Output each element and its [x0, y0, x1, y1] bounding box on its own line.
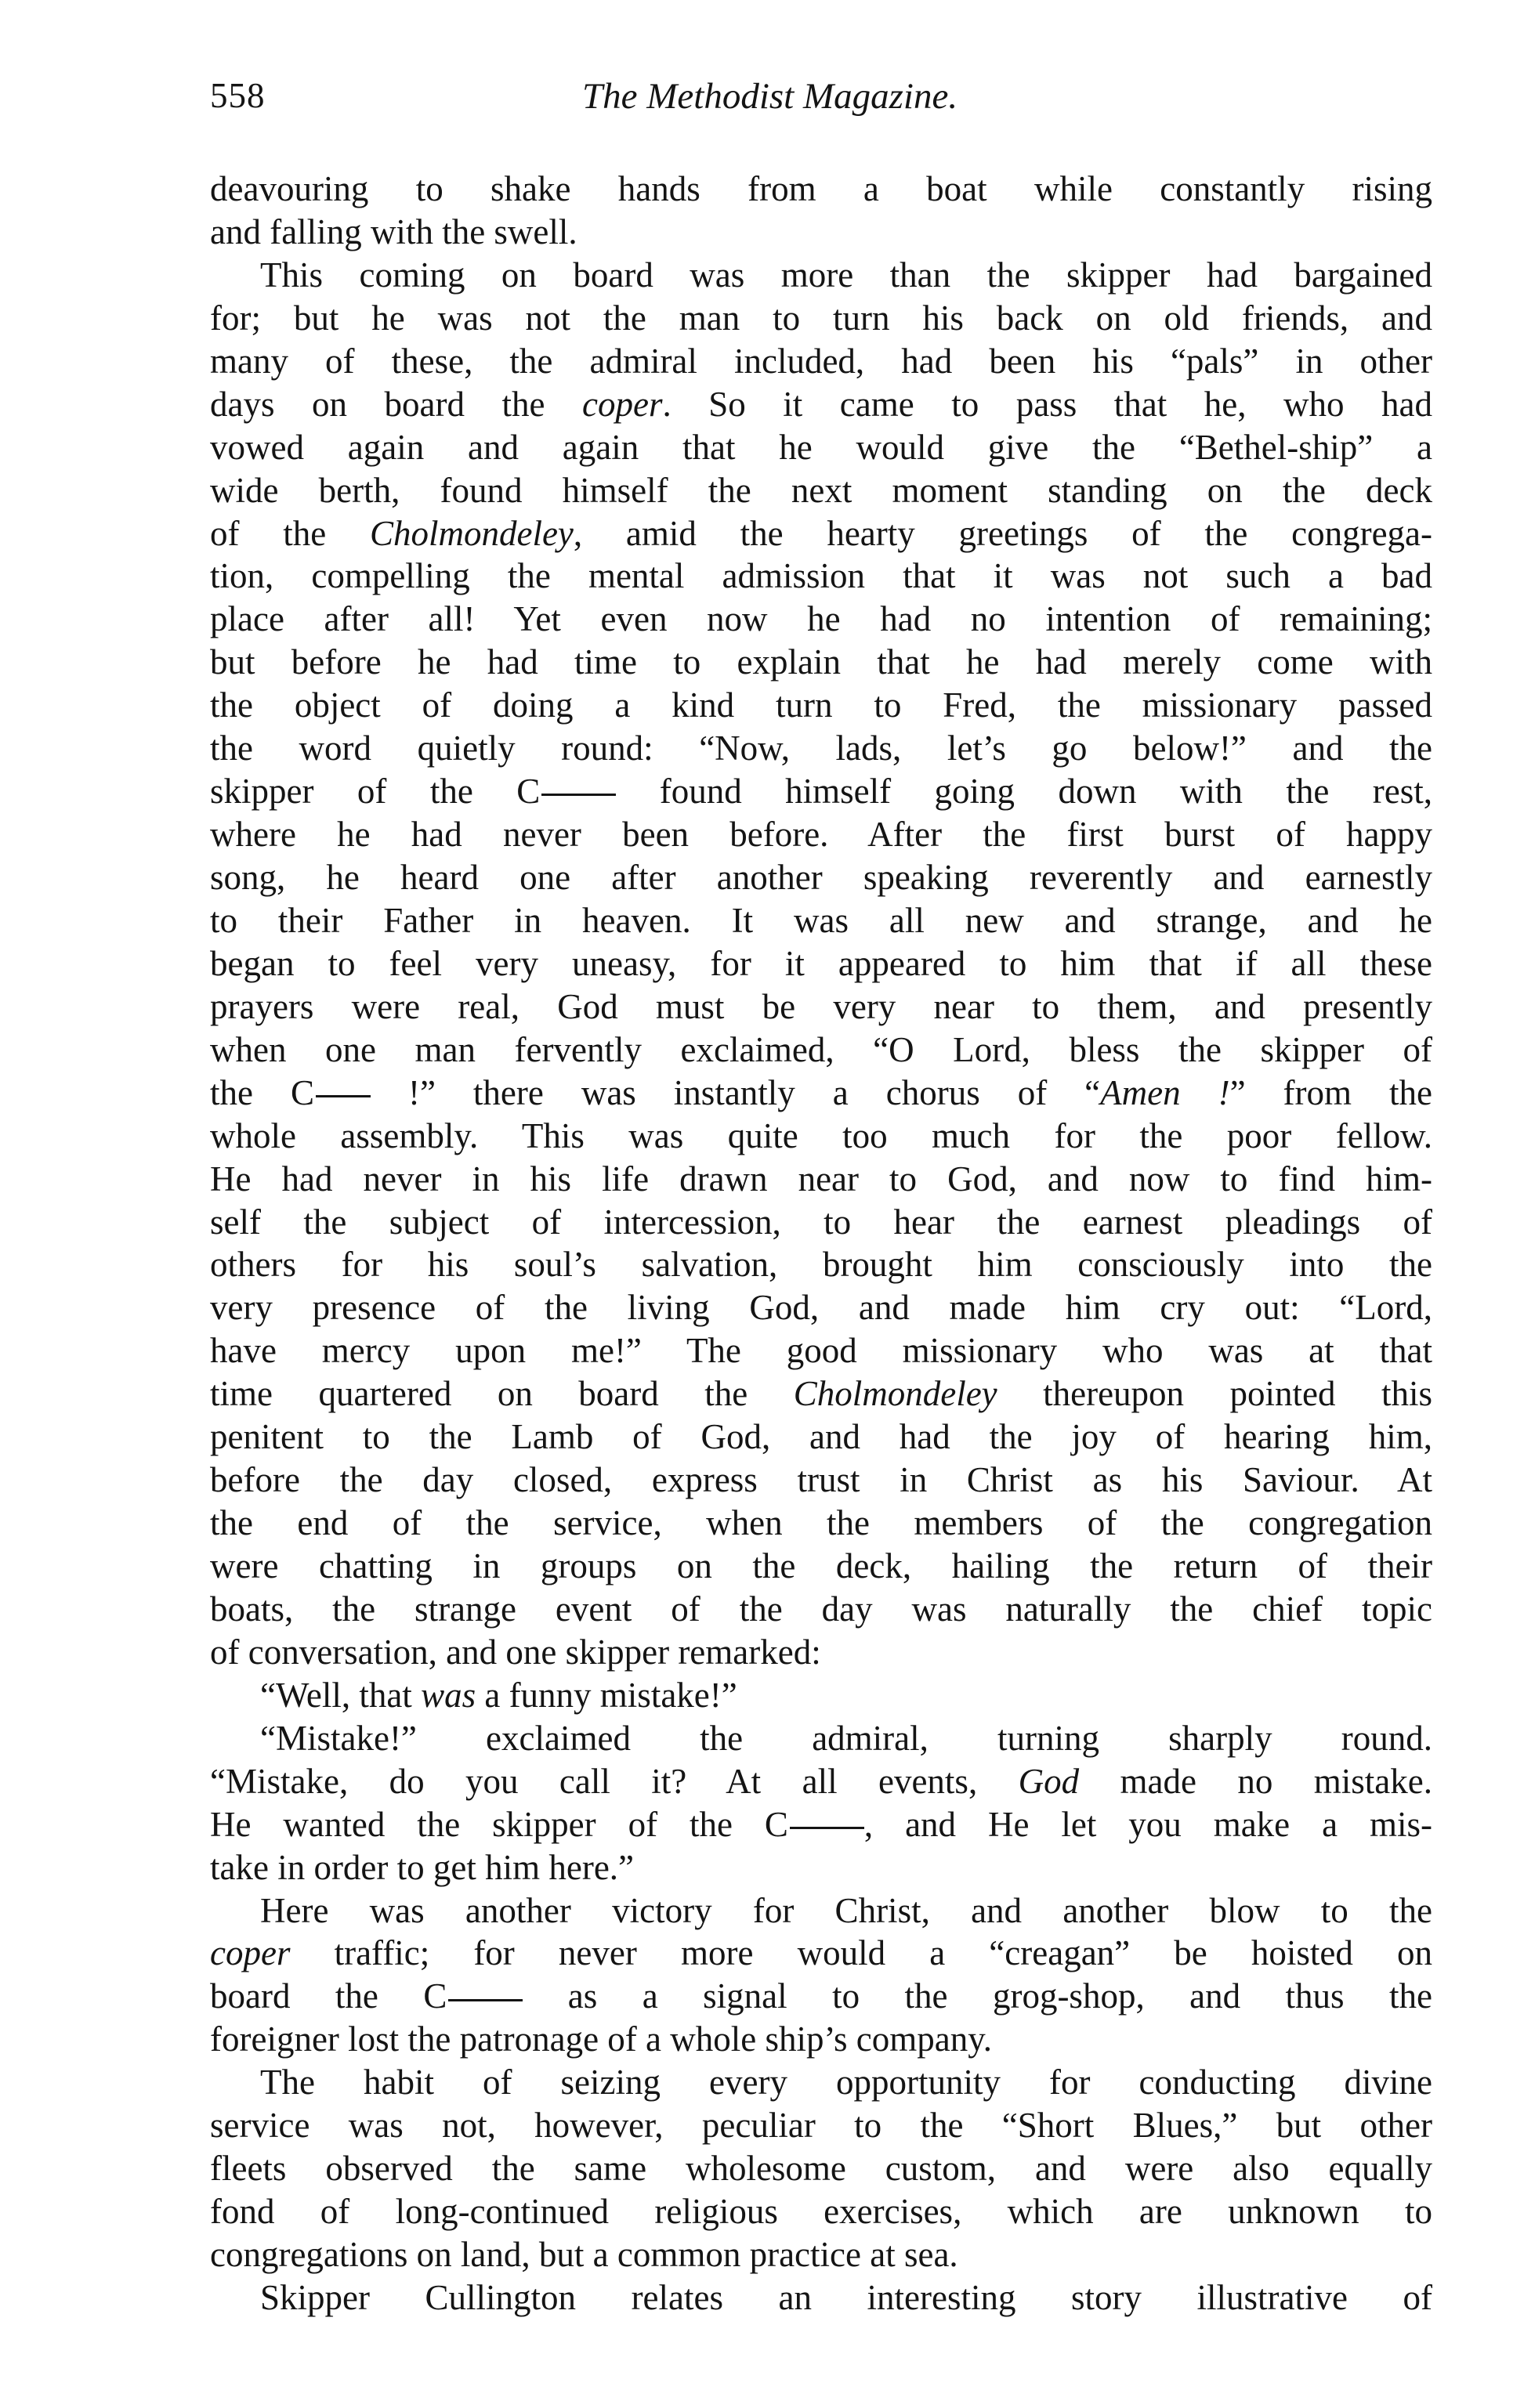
name-dash: [448, 1999, 523, 2001]
text-line: of conversation, and one skipper remarked:: [210, 1632, 821, 1672]
page-number: 558: [210, 76, 266, 115]
running-title: The Methodist Magazine.: [582, 76, 958, 117]
text-line: time quartered on board the Cholmondeley thereupon pointed this: [210, 1374, 1432, 1414]
body-text: [210, 168, 1432, 2319]
page-header: [210, 75, 1432, 130]
text-line: self the subject of intercession, to hear the earnest pleadings of: [210, 1202, 1432, 1242]
text-line: began to feel very uneasy, for it appeared to him that if all these: [210, 943, 1432, 983]
text-line: penitent to the Lamb of God, and had the joy of hearing him,: [210, 1417, 1432, 1457]
name-dash: [541, 794, 616, 796]
text-line: were chatting in groups on the deck, hailing the return of their: [210, 1546, 1432, 1585]
text-line: “Mistake, do you call it? At all events, God made no mistake.: [210, 1761, 1432, 1801]
text-line: the end of the service, when the members of the congregation: [210, 1503, 1432, 1543]
text-line: wide berth, found himself the next moment standing on the deck: [210, 470, 1432, 510]
text-line: take in order to get him here.”: [210, 1847, 635, 1887]
paragraph-start-line: Skipper Cullington relates an interesting story illustrative of: [260, 2277, 1432, 2317]
text-line: coper traffic; for never more would a “creagan” be hoisted on: [210, 1933, 1432, 1973]
text-line: place after all! Yet even now he had no intention of remaining;: [210, 599, 1432, 639]
paragraph-start-line: This coming on board was more than the skipper had bargained: [260, 255, 1432, 295]
text-line: fond of long-continued religious exercises, which are unknown to: [210, 2192, 1432, 2232]
text-line: He wanted the skipper of the C , and He let you make a mis-: [210, 1804, 1432, 1844]
text-line: foreigner lost the patronage of a whole ship’s company.: [210, 2019, 993, 2059]
text-line: song, he heard one after another speaking reverently and earnestly: [210, 858, 1432, 897]
text-line: many of these, the admiral included, had been his “pals” in other: [210, 341, 1432, 381]
text-line: deavouring to shake hands from a boat while constantly rising: [210, 169, 1432, 208]
paragraph-start-line: The habit of seizing every opportunity for conducting divine: [260, 2063, 1432, 2102]
text-line: He had never in his life drawn near to God, and now to find him-: [210, 1159, 1432, 1199]
text-line: boats, the strange event of the day was naturally the chief topic: [210, 1589, 1432, 1629]
text-line: but before he had time to explain that he had merely come with: [210, 642, 1432, 682]
text-line: have mercy upon me!” The good missionary who was at that: [210, 1331, 1432, 1371]
text-line: board the C as a signal to the grog-shop, and thus the: [210, 1976, 1432, 2016]
text-line: skipper of the C found himself going down with the rest,: [210, 772, 1432, 812]
text-line: before the day closed, express trust in Christ as his Saviour. At: [210, 1460, 1432, 1500]
text-line: and falling with the swell.: [210, 212, 577, 251]
name-dash: [316, 1095, 371, 1097]
text-line: prayers were real, God must be very near to them, and presently: [210, 986, 1432, 1026]
text-line: days on board the coper. So it came to pass that he, who had: [210, 384, 1432, 424]
text-line: tion, compelling the mental admission that it was not such a bad: [210, 556, 1432, 596]
text-line: for; but he was not the man to turn his back on old friends, and: [210, 298, 1432, 338]
text-line: to their Father in heaven. It was all new and strange, and he: [210, 900, 1432, 940]
paragraph-start-line: “Mistake!” exclaimed the admiral, turning sharply round.: [260, 1718, 1432, 1758]
paragraph-start-line: “Well, that was a funny mistake!”: [260, 1675, 737, 1715]
text-line: very presence of the living God, and made him cry out: “Lord,: [210, 1288, 1432, 1328]
text-line: vowed again and again that he would give the “Bethel-ship” a: [210, 427, 1432, 467]
text-line: service was not, however, peculiar to the “Short Blues,” but other: [210, 2106, 1432, 2146]
text-line: the C !” there was instantly a chorus of “Amen !” from the: [210, 1072, 1432, 1112]
text-line: where he had never been before. After the first burst of happy: [210, 815, 1432, 855]
text-line: when one man fervently exclaimed, “O Lord, bless the skipper of: [210, 1029, 1432, 1069]
text-line: others for his soul’s salvation, brought him consciously into the: [210, 1245, 1432, 1285]
text-line: the object of doing a kind turn to Fred, the missionary passed: [210, 685, 1432, 725]
paragraph-start-line: Here was another victory for Christ, and another blow to the: [260, 1890, 1432, 1930]
text-line: the word quietly round: “Now, lads, let’s go below!” and the: [210, 729, 1432, 768]
text-line: fleets observed the same wholesome custom, and were also equally: [210, 2149, 1432, 2189]
text-line: whole assembly. This was quite too much for the poor fellow.: [210, 1115, 1432, 1155]
name-dash: [790, 1827, 864, 1829]
text-line: congregations on land, but a common practice at sea.: [210, 2235, 958, 2274]
text-line: of the Cholmondeley, amid the hearty greetings of the congrega-: [210, 513, 1432, 553]
